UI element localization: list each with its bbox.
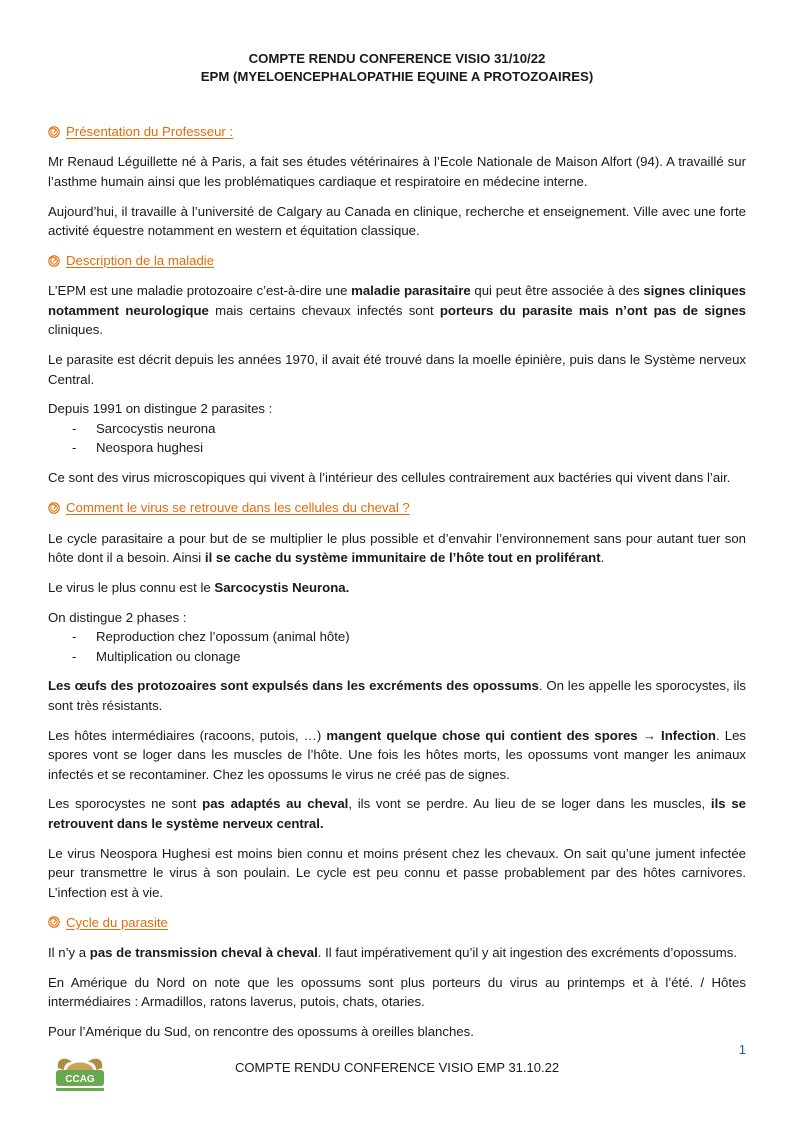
footer-text: COMPTE RENDU CONFERENCE VISIO EMP 31.10.22 bbox=[234, 1060, 560, 1075]
paragraph: En Amérique du Nord on note que les opossums sont plus porteurs du virus au printemps et à l’été. / Hôtes intermédiaires : Armadillos, ratons laverus, putois, chats, otaries. bbox=[48, 974, 746, 1010]
sun-spiral-icon bbox=[48, 255, 60, 267]
paragraph: Le virus Neospora Hughesi est moins bien connu et moins présent chez les chevaux. On sait qu’une jument infectée peur transmettre le virus à son poulain. Le cycle est peu connu et passe probablement par des hôtes carnivores. L’infection est à vie. bbox=[48, 845, 746, 900]
svg-text:CCAG: CCAG bbox=[65, 1074, 95, 1085]
paragraph: Les œufs des protozoaires sont expulsés dans les excréments des opossums. On les appelle les sporocystes, ils sont très résistants. bbox=[48, 678, 746, 713]
phases-list bbox=[48, 627, 746, 666]
sun-spiral-icon bbox=[48, 126, 60, 138]
paragraph: On distingue 2 phases : bbox=[48, 609, 187, 625]
list-item: - Multiplication ou clonage bbox=[48, 647, 746, 666]
page-footer bbox=[0, 1042, 794, 1092]
paragraph: Le parasite est décrit depuis les années 1970, il avait été trouvé dans la moelle épinière, puis dans le Système nerveux Central. bbox=[48, 352, 746, 387]
document-subtitle: EPM (MYELOENCEPHALOPATHIE EQUINE A PROTOZOAIRES) bbox=[200, 69, 594, 84]
paragraph: Ce sont des virus microscopiques qui vivent à l’intérieur des cellules contrairement aux bactéries qui vivent dans l’air. bbox=[48, 470, 731, 486]
sun-spiral-icon bbox=[48, 502, 60, 514]
paragraph: Il n’y a pas de transmission cheval à cheval. Il faut impérativement qu’il y ait ingestion des excréments d’opossums. bbox=[48, 944, 738, 960]
paragraph: Mr Renaud Léguillette né à Paris, a fait ses études vétérinaires à l’Ecole Nationale de Maison Alfort (94). A travaillé sur l’asthme humain ainsi que les problématiques cardiaque et respiratoire en médecine interne. bbox=[48, 154, 746, 189]
section-heading-label: Cycle du parasite bbox=[66, 914, 168, 930]
paragraph: Aujourd’hui, il travaille à l’université de Calgary au Canada en clinique, recherche et enseignement. Ville avec une forte activité équestre notamment en western et équitation classique. bbox=[48, 203, 746, 239]
paragraph: Les sporocystes ne sont pas adaptés au cheval, ils vont se perdre. Au lieu de se loger dans les muscles, ils se retrouvent dans le système nerveux central. bbox=[48, 796, 746, 831]
section-heading-professeur bbox=[48, 122, 746, 141]
paragraph: Pour l’Amérique du Sud, on rencontre des opossums à oreilles blanches. bbox=[48, 1024, 474, 1040]
paragraph: Le virus le plus connu est le Sarcocystis Neurona. bbox=[48, 579, 350, 595]
section-heading-cycle bbox=[48, 913, 746, 932]
section-heading-label: Comment le virus se retrouve dans les cellules du cheval ? bbox=[66, 500, 410, 516]
paragraph: Depuis 1991 on distingue 2 parasites : bbox=[48, 401, 273, 417]
list-item: - Neospora hughesi bbox=[48, 438, 746, 457]
parasite-list bbox=[48, 419, 746, 458]
section-heading-label: Présentation du Professeur : bbox=[66, 124, 234, 139]
page-number: 1 bbox=[738, 1042, 746, 1057]
sun-spiral-icon bbox=[48, 916, 60, 928]
title-block bbox=[48, 50, 746, 86]
document-body bbox=[48, 50, 746, 1052]
paragraph: Le cycle parasitaire a pour but de se multiplier le plus possible et d’envahir l’environnement sans pour autant tuer son hôte dont il a besoin. Ainsi il se cache du système immunitaire de l’hôte tout en proliférant. bbox=[48, 530, 746, 565]
paragraph: Les hôtes intermédiaires (racoons, putois, …) mangent quelque chose qui contient des spores → Infection. Les spores vont se loger dans les muscles de l’hôte. Une fois les hôtes morts, les opossums vont manger les animaux infectés et se recontaminer. Chez les opossums le virus ne créé pas de signes. bbox=[48, 727, 747, 782]
section-heading-maladie bbox=[48, 251, 746, 270]
paragraph: L’EPM est une maladie protozoaire c’est-à-dire une maladie parasitaire qui peut être associée à des signes cliniques notamment neurologique mais certains chevaux infectés sont porteurs du parasite mais n’ont pas de signes cliniques. bbox=[48, 283, 746, 338]
section-heading-label: Description de la maladie bbox=[66, 253, 215, 269]
document-title: COMPTE RENDU CONFERENCE VISIO 31/10/22 bbox=[248, 51, 546, 66]
list-item: - Reproduction chez l’opossum (animal hôte) bbox=[48, 627, 746, 646]
section-heading-virus bbox=[48, 498, 746, 517]
list-item: - Sarcocystis neurona bbox=[48, 419, 746, 438]
